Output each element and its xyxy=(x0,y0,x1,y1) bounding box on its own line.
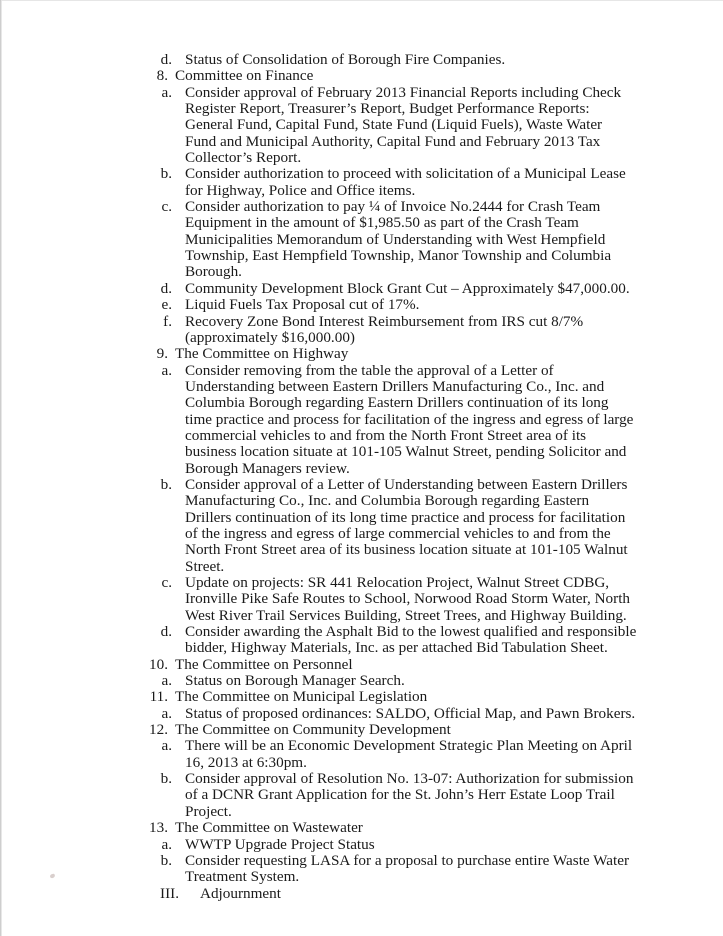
outline-marker: b. xyxy=(160,770,172,788)
outline-marker: a. xyxy=(161,361,172,379)
outline-text: Consider approval of a Letter of Understanding between Eastern Drillers Manufacturing Co., Inc. and Columbia Borough regarding Eastern Drillers continuation of its long time practice and process for facilitation of the ingress and egress of large commercial vehicles to and from the North Front Street area of its business location situate at 101-105 Walnut Street. xyxy=(185,475,628,575)
outline-marker: c. xyxy=(161,198,172,216)
outline-marker: a. xyxy=(161,737,172,755)
outline-item-letter xyxy=(0,166,723,199)
outline-text: The Committee on Highway xyxy=(175,345,349,363)
outline-marker: d. xyxy=(160,623,172,641)
outline-text: Consider approval of February 2013 Financial Reports including Check Register Report, Treasurer’s Report, Budget Performance Reports: General Fund, Capital Fund, State Fund (Liquid Fuels), Waste Water Fund and Municipal Authority, Capital Fund and February 2013 Tax Collector’s Report. xyxy=(185,83,622,167)
outline-text: Committee on Finance xyxy=(175,67,314,85)
outline-marker: 11. xyxy=(149,688,168,706)
outline-text: There will be an Economic Development Strategic Plan Meeting on April 16, 2013 at 6:30pm. xyxy=(185,737,633,771)
outline-text: Status of Consolidation of Borough Fire Companies. xyxy=(185,51,506,68)
outline-marker: 13. xyxy=(149,819,168,837)
outline-text: Status of proposed ordinances: SALDO, Official Map, and Pawn Brokers. xyxy=(185,704,636,722)
outline-marker: 9. xyxy=(156,345,168,363)
outline-marker: b. xyxy=(160,475,172,493)
outline-item-letter xyxy=(0,199,723,281)
outline-text: Consider requesting LASA for a proposal to purchase entire Waste Water Treatment System. xyxy=(185,851,630,886)
outline-item-letter xyxy=(0,673,723,689)
outline-item-number xyxy=(0,68,723,84)
scan-edge-top xyxy=(0,0,723,1)
outline-item-letter xyxy=(0,281,723,297)
outline-text: The Committee on Personnel xyxy=(175,655,353,673)
outline-item-letter xyxy=(0,575,723,624)
outline-marker: e. xyxy=(161,296,172,314)
outline-text: Liquid Fuels Tax Proposal cut of 17%. xyxy=(185,296,420,314)
outline-item-letter xyxy=(0,363,723,477)
outline-text: The Committee on Wastewater xyxy=(175,819,363,837)
outline-item-letter xyxy=(0,738,723,771)
outline-item-letter xyxy=(0,624,723,657)
outline-marker: a. xyxy=(161,672,172,690)
outline-item-letter xyxy=(0,853,723,886)
outline-marker: 8. xyxy=(156,67,168,85)
outline-item-letter xyxy=(0,706,723,722)
outline-item-number xyxy=(0,722,723,738)
outline-marker: 10. xyxy=(149,655,168,673)
outline-item-letter xyxy=(0,771,723,820)
outline-marker: f. xyxy=(163,312,172,330)
outline-marker: d. xyxy=(160,51,172,68)
outline-item-number xyxy=(0,346,723,362)
outline-item-number xyxy=(0,657,723,673)
outline-marker: a. xyxy=(161,835,172,853)
outline-text: The Committee on Community Development xyxy=(175,721,451,739)
outline-text: Consider awarding the Asphalt Bid to the lowest qualified and responsible bidder, Highway Materials, Inc. as per attached Bid Tabulation Sheet. xyxy=(185,623,637,657)
outline-text: Consider approval of Resolution No. 13-07: Authorization for submission of a DCNR Grant Application for the St. John’s Herr Estate Loop Trail Project. xyxy=(185,770,634,820)
outline-text: WWTP Upgrade Project Status xyxy=(185,835,375,853)
outline-marker: a. xyxy=(161,83,172,101)
outline-text: The Committee on Municipal Legislation xyxy=(175,688,428,706)
outline-item-letter xyxy=(0,52,723,68)
outline-item-letter xyxy=(0,477,723,575)
outline-item-letter xyxy=(0,837,723,853)
outline-marker: c. xyxy=(161,574,172,591)
outline-marker: a. xyxy=(161,704,172,722)
outline-text: Consider authorization to proceed with solicitation of a Municipal Lease for Highway, Police and Office items. xyxy=(185,165,626,199)
outline-item-number xyxy=(0,689,723,705)
outline-marker: III. xyxy=(160,884,179,902)
outline-text: Community Development Block Grant Cut – Approximately $47,000.00. xyxy=(185,279,630,297)
outline-text: Update on projects: SR 441 Relocation Project, Walnut Street CDBG, Ironville Pike Safe Routes to School, Norwood Road Storm Water, North West River Trail Services Building, Street Trees, and Highway Building. xyxy=(185,574,631,624)
agenda-outline xyxy=(0,52,723,902)
outline-marker: 12. xyxy=(149,721,168,739)
outline-text: Consider removing from the table the approval of a Letter of Understanding between Eastern Drillers Manufacturing Co., Inc. and Columbia Borough regarding Eastern Drillers continuation of its long time practice and process for facilitation of the ingress and egress of large commercial vehicles to and from the North Front Street area of its business location situate at 101-105 Walnut Street, pending Solicitor and Borough Managers review. xyxy=(185,361,634,477)
outline-item-letter xyxy=(0,314,723,347)
outline-text: Consider authorization to pay ¼ of Invoice No.2444 for Crash Team Equipment in the amount of $1,985.50 as part of the Crash Team Municipalities Memorandum of Understanding with West Hempfield Township, East Hempfield Township, Manor Township and Columbia Borough. xyxy=(185,198,612,281)
outline-item-number xyxy=(0,820,723,836)
outline-text: Adjournment xyxy=(200,884,281,902)
outline-item-letter xyxy=(0,297,723,313)
outline-text: Status on Borough Manager Search. xyxy=(185,672,405,690)
outline-marker: d. xyxy=(160,279,172,297)
outline-item-roman xyxy=(0,886,723,902)
outline-marker: b. xyxy=(160,165,172,183)
outline-item-letter xyxy=(0,85,723,167)
outline-text: Recovery Zone Bond Interest Reimbursement from IRS cut 8/7% (approximately $16,000.00) xyxy=(185,312,584,346)
outline-marker: b. xyxy=(160,851,172,869)
